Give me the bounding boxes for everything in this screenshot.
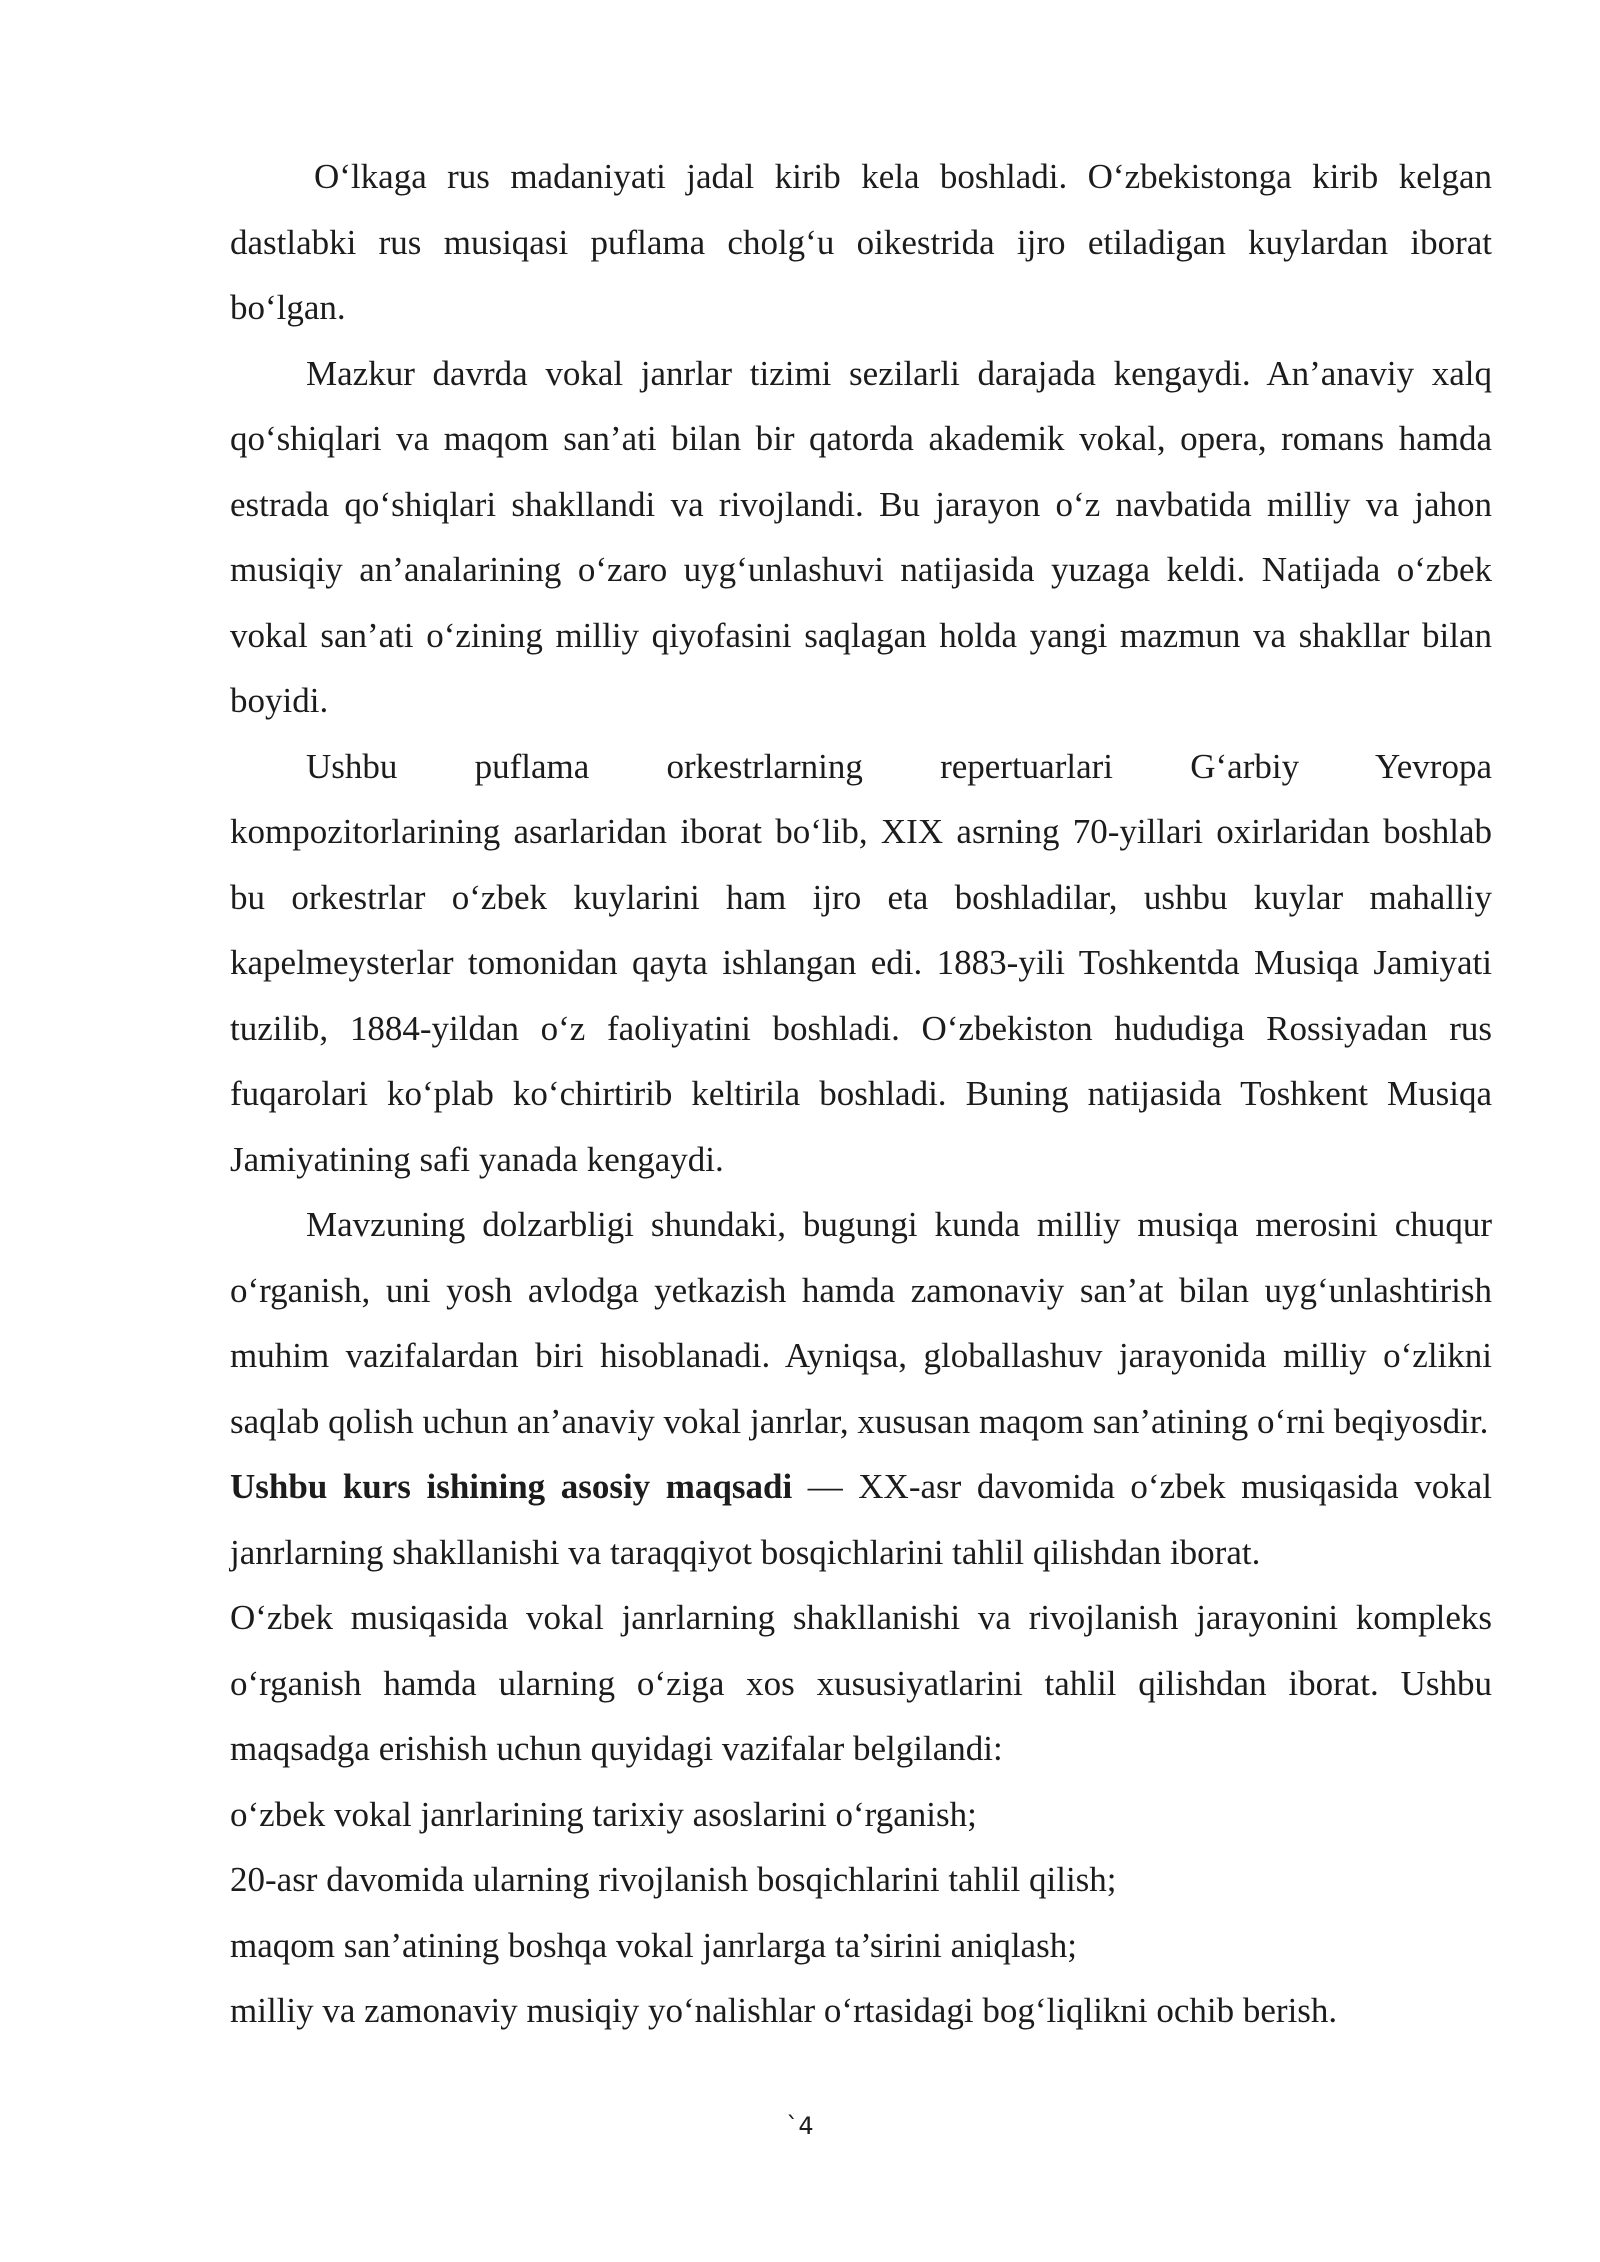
task-item: 20-asr davomida ularning rivojlanish bosqichlarini tahlil qilish;: [230, 1860, 1117, 1899]
goal-heading: Ushbu kurs ishining asosiy maqsadi: [230, 1467, 793, 1506]
paragraph-vocal-genres: Mazkur davrda vokal janrlar tizimi sezilarli darajada kengaydi. An’anaviy xalq qo‘shiqlari va maqom san’ati bilan bir qatorda akademik vokal, opera, romans hamda estrada qo‘shiqlari shakllandi va rivojlandi. Bu jarayon o‘z navbatida milliy va jahon musiqiy an’analarining o‘zaro uyg‘unlashuvi natijasida yuzaga keldi. Natijada o‘zbek vokal san’ati o‘zining milliy qiyofasini saqlagan holda yangi mazmun va shakllar bilan boyidi.: [230, 353, 1492, 720]
paragraph-goal: [230, 1454, 1492, 1585]
paragraph-orchestra: kompozitorlarining asarlaridan iborat bo‘lib, XIX asrning 70-yillari oxirlaridan boshlab bu orkestrlar o‘zbek kuylarini ham ijro eta boshladilar, ushbu kuylar mahalliy kapelmeysterlar tomonidan qayta ishlangan edi. 1883-yili Toshkentda Musiqa Jamiyati tuzilib, 1884-yildan o‘z faoliyatini boshladi. O‘zbekiston hududiga Rossiyadan rus fuqarolari ko‘plab ko‘chirtirib keltirila boshladi. Buning natijasida Toshkent Musiqa Jamiyatining safi yanada kengaydi.: [230, 812, 1492, 1179]
page-number: `4: [786, 2112, 814, 2140]
document-page: [230, 144, 1492, 2044]
task-item: o‘zbek vokal janrlarining tarixiy asoslarini o‘rganish;: [230, 1794, 977, 1834]
paragraph-objectives: O‘zbek musiqasida vokal janrlarning shakllanishi va rivojlanish jarayonini kompleks o‘rganish hamda ularning o‘ziga xos xususiyatlarini tahlil qilishdan iborat. Ushbu maqsadga erishish uchun quyidagi vazifalar belgilandi:: [230, 1598, 1492, 1768]
paragraph-intro: O‘lkaga rus madaniyati jadal kirib kela boshladi. O‘zbekistonga kirib kelgan dastlabki rus musiqasi puflama cholg‘u oikestrida ijro etiladigan kuylardan iborat bo‘lgan.: [230, 157, 1492, 327]
paragraph-orchestra-first-line: Ushbu puflama orkestrlarning repertuarlari G‘arbiy Yevropa: [306, 746, 1492, 786]
goal-text: — XX-asr davomida o‘zbek musiqasida vokal janrlarning shakllanishi va taraqqiyot bosqichlarini tahlil qilishdan iborat.: [230, 1467, 1492, 1572]
task-item: maqom san’atining boshqa vokal janrlarga ta’sirini aniqlash;: [230, 1925, 1077, 1965]
paragraph-relevance: Mavzuning dolzarbligi shundaki, bugungi kunda milliy musiqa merosini chuqur o‘rganish, uni yosh avlodga yetkazish hamda zamonaviy san’at bilan uyg‘unlashtirish muhim vazifalardan biri hisoblanadi. Ayniqsa, globallashuv jarayonida milliy o‘zlikni saqlab qolish uchun an’anaviy vokal janrlar, xususan maqom san’atining o‘rni beqiyosdir.: [230, 1205, 1492, 1441]
task-item: milliy va zamonaviy musiqiy yo‘nalishlar o‘rtasidagi bog‘liqlikni ochib berish.: [230, 1991, 1338, 2030]
task-list: [230, 1782, 1492, 2044]
